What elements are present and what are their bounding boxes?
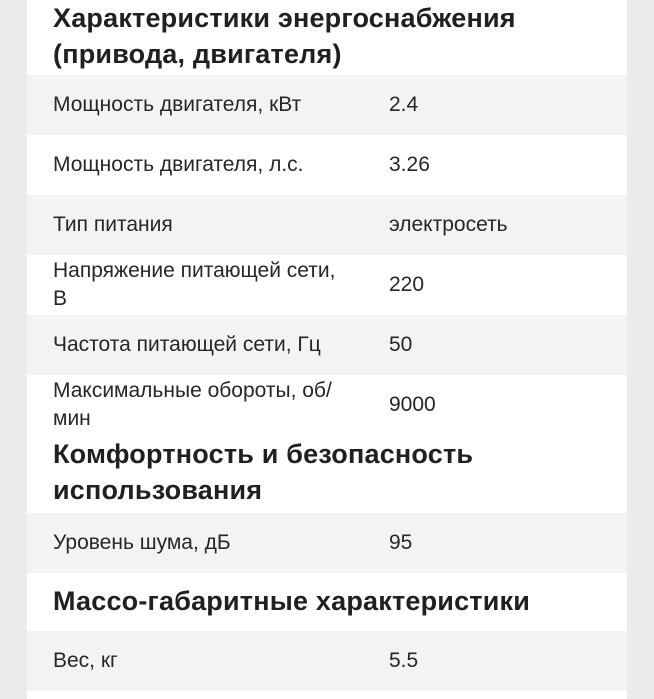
spec-row-weight bbox=[27, 631, 627, 691]
spec-label bbox=[53, 377, 385, 433]
spec-row-power-type bbox=[27, 195, 627, 255]
spec-label-line: Максимальные обороты, об/ bbox=[53, 379, 332, 402]
spec-label: Частота питающей сети, Гц bbox=[53, 333, 321, 356]
spec-label-line: В bbox=[53, 287, 68, 310]
spec-label: Вес, кг bbox=[53, 649, 118, 672]
spec-label: Тип питания bbox=[53, 213, 173, 236]
spec-value: 95 bbox=[389, 531, 413, 554]
section-title-line: Характеристики энергоснабжения bbox=[53, 3, 516, 33]
section-title-power bbox=[53, 0, 617, 72]
spec-value: 9000 bbox=[389, 393, 436, 416]
section-title-line: использования bbox=[53, 475, 263, 505]
spec-row-power-kw bbox=[27, 75, 627, 135]
spec-row-max-rpm bbox=[27, 375, 627, 435]
spec-value: 3.26 bbox=[389, 153, 430, 176]
spec-value: 50 bbox=[389, 333, 413, 356]
spec-row-power-hp bbox=[27, 135, 627, 195]
spec-label: Мощность двигателя, л.с. bbox=[53, 153, 304, 176]
section-title-line: (привода, двигателя) bbox=[53, 39, 342, 69]
section-title-line: Комфортность и безопасность bbox=[53, 439, 474, 469]
spec-row-noise bbox=[27, 513, 627, 573]
spec-label bbox=[53, 257, 385, 313]
spec-label: Уровень шума, дБ bbox=[53, 531, 231, 554]
spec-value: 2.4 bbox=[389, 93, 419, 116]
spec-row-partial bbox=[27, 691, 627, 699]
spec-label-line: мин bbox=[53, 407, 91, 430]
spec-value: 220 bbox=[389, 273, 425, 296]
specs-page bbox=[27, 0, 627, 699]
section-title-line: Массо-габаритные характеристики bbox=[53, 586, 531, 616]
spec-row-voltage bbox=[27, 255, 627, 315]
spec-label: Мощность двигателя, кВт bbox=[53, 93, 302, 116]
spec-value: электросеть bbox=[389, 213, 508, 236]
spec-value: 5.5 bbox=[389, 649, 419, 672]
section-title-comfort bbox=[53, 436, 617, 508]
spec-label-line: Напряжение питающей сети, bbox=[53, 259, 336, 282]
section-title-dimensions bbox=[53, 583, 617, 619]
spec-row-frequency bbox=[27, 315, 627, 375]
